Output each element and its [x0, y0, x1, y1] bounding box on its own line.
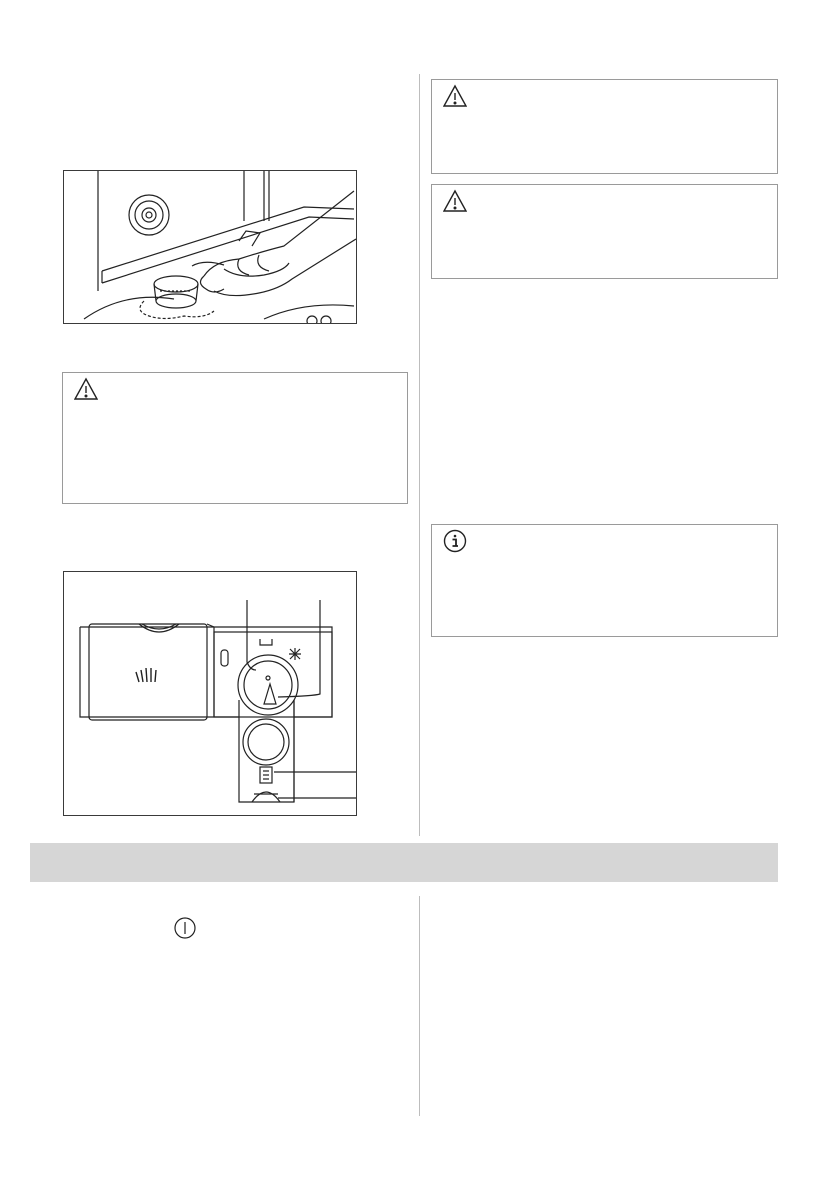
rinse-aid-dispenser-illustration	[63, 571, 357, 816]
filter-cleaning-illustration	[63, 170, 357, 324]
power-icon	[174, 917, 196, 939]
column-divider-bottom	[419, 896, 420, 1116]
warning-box-right-2	[431, 184, 778, 279]
section-heading-band	[30, 843, 778, 882]
warning-triangle-icon	[74, 377, 98, 401]
info-box-right	[431, 524, 778, 637]
warning-box-left	[62, 372, 408, 504]
info-circle-icon	[443, 529, 467, 553]
column-divider-top	[419, 74, 420, 836]
warning-triangle-icon	[443, 189, 467, 213]
warning-box-right-1	[431, 79, 778, 174]
warning-triangle-icon	[443, 84, 467, 108]
